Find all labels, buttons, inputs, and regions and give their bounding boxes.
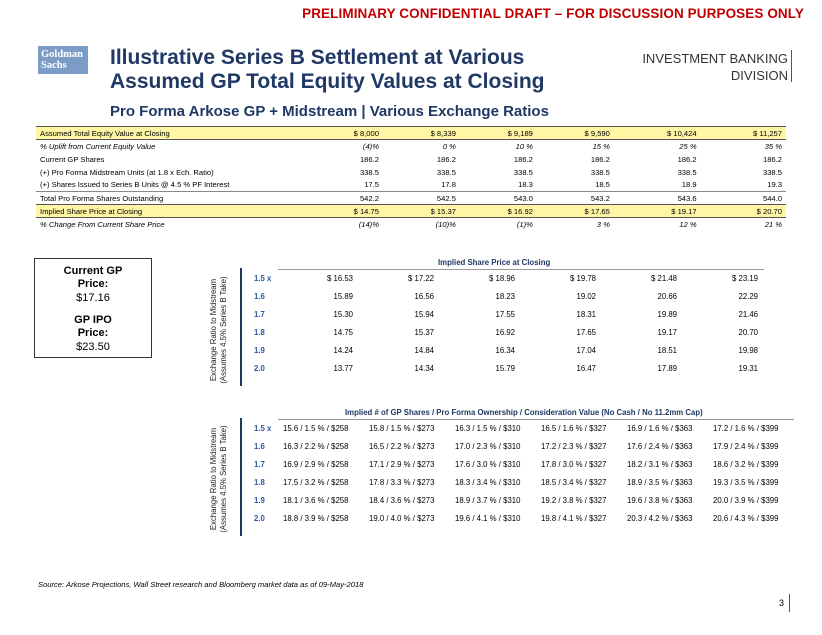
row-label: Current GP Shares xyxy=(40,154,105,164)
grid-cell: 17.89 xyxy=(657,364,677,373)
grid-cell: 20.6 / 4.3 % / $399 xyxy=(713,514,779,523)
ownership-row xyxy=(250,510,794,528)
grid-cell: 16.5 / 1.6 % / $327 xyxy=(536,420,622,438)
share-price-row xyxy=(250,288,764,306)
row-value: 543.6 xyxy=(677,193,697,203)
row-value: 186.2 xyxy=(359,154,379,164)
current-price-label-2: Price: xyxy=(77,278,109,290)
row-value: 18.3 xyxy=(460,179,537,192)
row-value: $ 14.75 xyxy=(306,205,383,218)
row-value: 186.2 xyxy=(436,154,456,164)
row-value: (14)% xyxy=(358,219,379,229)
ownership-grid xyxy=(250,419,794,528)
grid-cell: 19.3 / 3.5 % / $399 xyxy=(713,478,779,487)
grid1-title: Implied Share Price at Closing xyxy=(438,258,551,267)
grid2-title: Implied # of GP Shares / Pro Forma Ownership / Consideration Value (No Cash / No 11.2mm Cap) xyxy=(345,408,703,417)
grid1-axis-bar xyxy=(240,268,242,386)
grid-cell: 17.55 xyxy=(495,310,515,319)
grid-cell: 17.6 / 2.4 % / $363 xyxy=(627,442,693,451)
grid-cell: 19.2 / 3.8 % / $327 xyxy=(541,496,607,505)
row-value: 17.8 xyxy=(383,179,460,192)
row-value: 186.2 xyxy=(513,154,533,164)
grid-cell: 17.2 / 1.6 % / $399 xyxy=(708,420,794,438)
equity-table-row xyxy=(36,205,786,218)
row-value: $ 11,257 xyxy=(701,127,786,140)
grid-cell: 18.5 / 3.4 % / $327 xyxy=(541,478,607,487)
equity-table-row xyxy=(36,140,786,153)
equity-table-row xyxy=(36,179,786,192)
equity-value-table xyxy=(36,126,786,231)
share-price-row xyxy=(250,342,764,360)
grid-cell: 21.46 xyxy=(738,310,758,319)
row-value: 18.9 xyxy=(614,179,701,192)
row-value: 338.5 xyxy=(513,167,533,177)
grid1-axis-line-1: Exchange Ratio to Midstream xyxy=(209,278,218,382)
grid-cell: 18.1 / 3.6 % / $258 xyxy=(283,496,349,505)
grid-cell: 19.8 / 4.1 % / $327 xyxy=(541,514,607,523)
grid-cell: 14.84 xyxy=(414,346,434,355)
goldman-sachs-logo xyxy=(38,46,88,74)
share-price-row xyxy=(250,324,764,342)
row-value: 3 % xyxy=(596,219,610,229)
exchange-ratio-label: 1.8 xyxy=(254,328,265,337)
row-value: 338.5 xyxy=(762,167,782,177)
page-subtitle: Pro Forma Arkose GP + Midstream | Various Exchange Ratios xyxy=(110,103,549,120)
grid-cell: 18.8 / 3.9 % / $258 xyxy=(283,514,349,523)
page-number: 3 xyxy=(778,598,784,608)
grid-cell: 15.79 xyxy=(495,364,515,373)
grid-cell: 17.8 / 3.3 % / $273 xyxy=(369,478,435,487)
grid-cell: 19.31 xyxy=(738,364,758,373)
grid-cell: $ 19.78 xyxy=(521,270,602,288)
grid-cell: 17.2 / 2.3 % / $327 xyxy=(541,442,607,451)
grid-cell: 16.56 xyxy=(414,292,434,301)
share-price-grid xyxy=(250,269,764,378)
grid-cell: 20.66 xyxy=(657,292,677,301)
grid-cell: 17.04 xyxy=(576,346,596,355)
row-value: $ 16.92 xyxy=(460,205,537,218)
grid2-axis-line-2: (Assumes 4.5% Series B Take) xyxy=(219,425,228,533)
exchange-ratio-label: 1.5 x xyxy=(254,424,272,433)
grid-cell: 18.4 / 3.6 % / $273 xyxy=(369,496,435,505)
row-value: 21 % xyxy=(764,219,782,229)
row-value: $ 8,339 xyxy=(383,127,460,140)
grid2-axis-bar xyxy=(240,418,242,536)
page-title xyxy=(110,46,545,94)
grid-cell: 15.6 / 1.5 % / $258 xyxy=(278,420,364,438)
grid1-axis-label xyxy=(209,271,237,389)
row-label: Implied Share Price at Closing xyxy=(36,205,306,218)
row-value: 186.2 xyxy=(590,154,610,164)
grid-cell: 18.23 xyxy=(495,292,515,301)
logo-line-2: Sachs xyxy=(41,60,67,71)
row-value: 543.0 xyxy=(513,193,533,203)
grid-cell: 15.8 / 1.5 % / $273 xyxy=(364,420,450,438)
row-value: $ 17.65 xyxy=(537,205,614,218)
grid-cell: 16.3 / 2.2 % / $258 xyxy=(283,442,349,451)
grid-cell: 14.34 xyxy=(414,364,434,373)
grid-cell: 20.3 / 4.2 % / $363 xyxy=(627,514,693,523)
share-price-row xyxy=(250,270,764,288)
row-value: 186.2 xyxy=(677,154,697,164)
row-value: 25 % xyxy=(679,141,697,151)
exchange-ratio-label: 1.9 xyxy=(254,346,265,355)
grid-cell: 17.65 xyxy=(576,328,596,337)
grid-cell: 16.3 / 1.5 % / $310 xyxy=(450,420,536,438)
grid-cell: 18.9 / 3.5 % / $363 xyxy=(627,478,693,487)
grid-cell: 15.89 xyxy=(333,292,353,301)
row-value: 18.5 xyxy=(537,179,614,192)
row-value: $ 19.17 xyxy=(614,205,701,218)
grid-cell: 19.6 / 3.8 % / $363 xyxy=(627,496,693,505)
row-value: 10 % xyxy=(515,141,533,151)
grid-cell: $ 23.19 xyxy=(683,270,764,288)
grid-cell: 16.34 xyxy=(495,346,515,355)
grid-cell: 18.51 xyxy=(657,346,677,355)
title-line-1: Illustrative Series B Settlement at Various xyxy=(110,46,525,69)
exchange-ratio-label: 1.6 xyxy=(254,442,265,451)
grid-cell: 14.24 xyxy=(333,346,353,355)
grid-cell: 19.89 xyxy=(657,310,677,319)
row-value: 338.5 xyxy=(359,167,379,177)
grid-cell: 20.0 / 3.9 % / $399 xyxy=(713,496,779,505)
row-value: 0 % xyxy=(442,141,456,151)
row-value: $ 10,424 xyxy=(614,127,701,140)
grid-cell: 16.47 xyxy=(576,364,596,373)
grid-cell: 18.2 / 3.1 % / $363 xyxy=(627,460,693,469)
row-value: 338.5 xyxy=(436,167,456,177)
grid-cell: 15.94 xyxy=(414,310,434,319)
ownership-row xyxy=(250,456,794,474)
row-value: 12 % xyxy=(679,219,697,229)
ownership-row xyxy=(250,492,794,510)
equity-table-row xyxy=(36,166,786,179)
price-box xyxy=(34,258,152,358)
row-value: $ 9,590 xyxy=(537,127,614,140)
grid-cell: 13.77 xyxy=(333,364,353,373)
row-value: (10)% xyxy=(435,219,456,229)
exchange-ratio-label: 1.8 xyxy=(254,478,265,487)
row-value: 17.5 xyxy=(306,179,383,192)
grid-cell: 17.9 / 2.4 % / $399 xyxy=(713,442,779,451)
grid-cell: 17.6 / 3.0 % / $310 xyxy=(455,460,521,469)
equity-table-row xyxy=(36,218,786,231)
exchange-ratio-label: 1.7 xyxy=(254,460,265,469)
row-value: 542.5 xyxy=(436,193,456,203)
grid-cell: 15.37 xyxy=(414,328,434,337)
logo-line-1: Goldman xyxy=(41,49,84,60)
grid-cell: 19.0 / 4.0 % / $273 xyxy=(369,514,435,523)
row-value: $ 15.37 xyxy=(383,205,460,218)
equity-table-row xyxy=(36,153,786,166)
row-value: 186.2 xyxy=(762,154,782,164)
row-value: $ 9,189 xyxy=(460,127,537,140)
page-number-divider xyxy=(789,594,790,612)
row-value: (4)% xyxy=(362,141,379,151)
draft-banner: PRELIMINARY CONFIDENTIAL DRAFT – FOR DISCUSSION PURPOSES ONLY xyxy=(302,6,804,21)
ownership-row xyxy=(250,438,794,456)
row-value: $ 8,000 xyxy=(306,127,383,140)
grid-cell: 16.9 / 2.9 % / $258 xyxy=(283,460,349,469)
grid2-axis-line-1: Exchange Ratio to Midstream xyxy=(209,427,218,531)
division-line-2: DIVISION xyxy=(730,68,788,83)
grid-cell: $ 18.96 xyxy=(440,270,521,288)
grid-cell: 19.6 / 4.1 % / $310 xyxy=(455,514,521,523)
grid-cell: 22.29 xyxy=(738,292,758,301)
row-value: (1)% xyxy=(516,219,533,229)
row-value: 544.0 xyxy=(762,193,782,203)
grid-cell: 20.70 xyxy=(738,328,758,337)
ipo-price-label-2: Price: xyxy=(77,327,109,339)
row-value: 15 % xyxy=(592,141,610,151)
grid-cell: 17.5 / 3.2 % / $258 xyxy=(283,478,349,487)
ipo-price-value: $23.50 xyxy=(76,341,110,353)
row-value: 338.5 xyxy=(677,167,697,177)
current-price-value: $17.16 xyxy=(76,292,110,304)
grid-cell: 18.31 xyxy=(576,310,596,319)
row-value: 35 % xyxy=(764,141,782,151)
row-label: % Change From Current Share Price xyxy=(40,219,165,229)
row-label: % Uplift from Current Equity Value xyxy=(40,141,156,151)
row-label: (+) Shares Issued to Series B Units @ 4.5 % PF Interest xyxy=(36,179,306,192)
grid-cell: 16.5 / 2.2 % / $273 xyxy=(369,442,435,451)
ownership-row xyxy=(250,420,794,438)
grid-cell: 17.0 / 2.3 % / $310 xyxy=(455,442,521,451)
share-price-row xyxy=(250,360,764,378)
row-value: 338.5 xyxy=(590,167,610,177)
ipo-price-label-1: GP IPO xyxy=(74,314,112,326)
exchange-ratio-label: 1.9 xyxy=(254,496,265,505)
exchange-ratio-label: 2.0 xyxy=(254,364,265,373)
grid-cell: $ 16.53 xyxy=(278,270,359,288)
grid-cell: $ 21.48 xyxy=(602,270,683,288)
exchange-ratio-label: 2.0 xyxy=(254,514,265,523)
grid-cell: 19.98 xyxy=(738,346,758,355)
grid-cell: 15.30 xyxy=(333,310,353,319)
grid-cell: 17.1 / 2.9 % / $273 xyxy=(369,460,435,469)
row-value: 543.2 xyxy=(590,193,610,203)
source-note: Source: Arkose Projections, Wall Street research and Bloomberg market data as of 09-May-2018 xyxy=(38,580,364,589)
division-label xyxy=(642,50,788,84)
grid-cell: 18.3 / 3.4 % / $310 xyxy=(455,478,521,487)
division-line-1: INVESTMENT BANKING xyxy=(642,51,788,66)
exchange-ratio-label: 1.7 xyxy=(254,310,265,319)
grid-cell: 16.92 xyxy=(495,328,515,337)
grid1-axis-line-2: (Assumes 4.5% Series B Take) xyxy=(219,276,228,384)
grid-cell: 18.9 / 3.7 % / $310 xyxy=(455,496,521,505)
grid2-axis-label xyxy=(209,420,237,538)
grid-cell: 17.8 / 3.0 % / $327 xyxy=(541,460,607,469)
grid-cell: 18.6 / 3.2 % / $399 xyxy=(713,460,779,469)
equity-table-row xyxy=(36,127,786,140)
row-label: (+) Pro Forma Midstream Units (at 1.8 x Ech. Ratio) xyxy=(40,167,214,177)
row-value: 542.2 xyxy=(359,193,379,203)
title-line-2: Assumed GP Total Equity Values at Closing xyxy=(110,70,545,93)
grid-cell: 14.75 xyxy=(333,328,353,337)
share-price-row xyxy=(250,306,764,324)
exchange-ratio-label: 1.6 xyxy=(254,292,265,301)
current-price-label-1: Current GP xyxy=(63,265,123,277)
row-value: 19.3 xyxy=(701,179,786,192)
grid-cell: $ 17.22 xyxy=(359,270,440,288)
grid-cell: 19.02 xyxy=(576,292,596,301)
equity-table-row xyxy=(36,192,786,205)
row-value: $ 20.70 xyxy=(701,205,786,218)
grid-cell: 19.17 xyxy=(657,328,677,337)
grid-cell: 16.9 / 1.6 % / $363 xyxy=(622,420,708,438)
row-label: Assumed Total Equity Value at Closing xyxy=(36,127,306,140)
division-divider xyxy=(791,50,792,82)
row-label: Total Pro Forma Shares Outstanding xyxy=(40,193,164,203)
ownership-row xyxy=(250,474,794,492)
exchange-ratio-label: 1.5 x xyxy=(254,274,272,283)
